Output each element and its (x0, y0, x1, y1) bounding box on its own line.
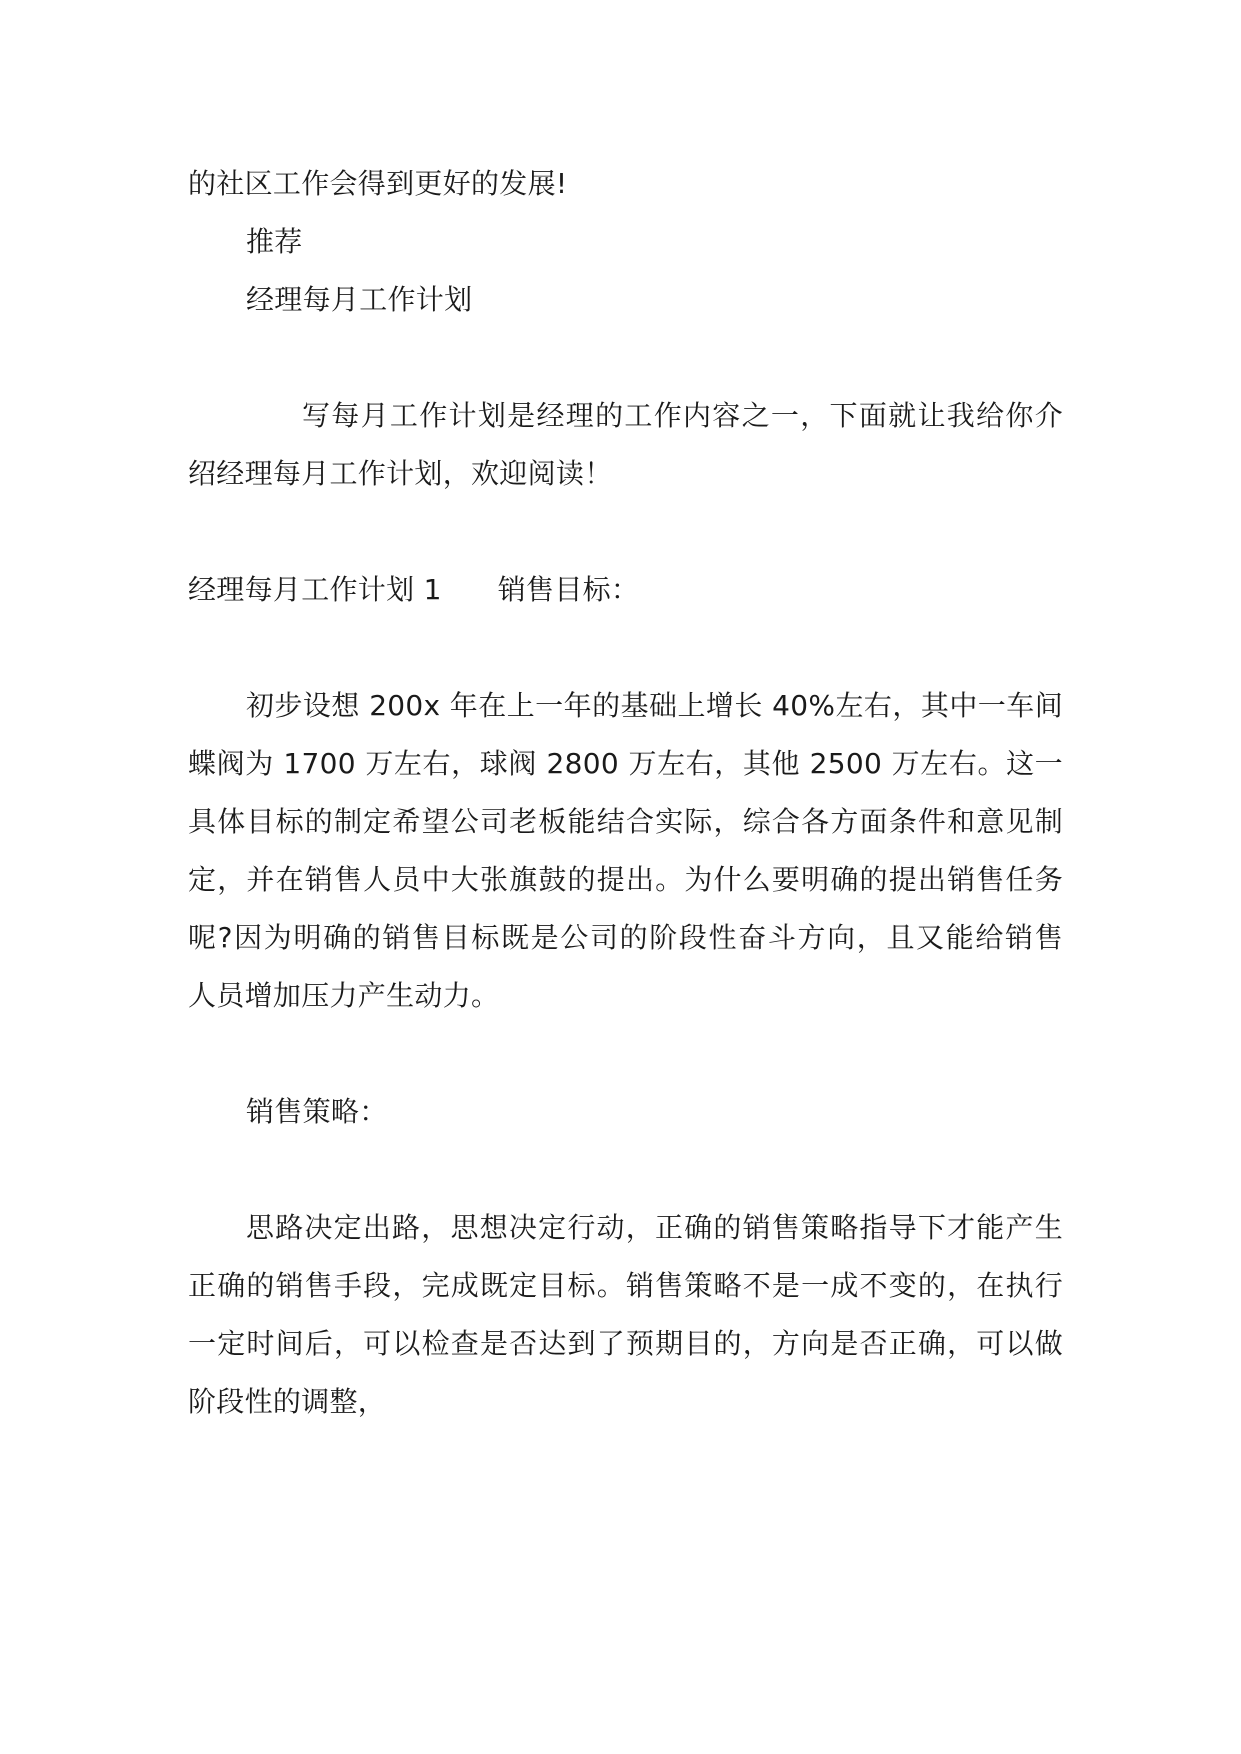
strategy-line-2: 正确的销售手段，完成既定目标。销售策略不是一成不变的，在执行 (188, 1269, 1063, 1302)
article-title: 经理每月工作计划 (246, 283, 473, 316)
recommend-label: 推荐 (246, 225, 303, 258)
sales-target-line-3: 具体目标的制定希望公司老板能结合实际，综合各方面条件和意见制 (188, 805, 1063, 838)
intro-line-2: 绍经理每月工作计划，欢迎阅读！ (188, 457, 613, 490)
intro-line-1: 写每月工作计划是经理的工作内容之一，下面就让我给你介 (302, 399, 1063, 432)
sales-target-line-1: 初步设想 200x 年在上一年的基础上增长 40%左右，其中一车间 (246, 689, 1063, 722)
sales-target-line-4: 定，并在销售人员中大张旗鼓的提出。为什么要明确的提出销售任务 (188, 863, 1063, 896)
strategy-line-4: 阶段性的调整， (188, 1385, 387, 1418)
section-heading: 经理每月工作计划 1 (188, 573, 442, 606)
sales-target-line-6: 人员增加压力产生动力。 (188, 979, 500, 1012)
strategy-line-1: 思路决定出路，思想决定行动，正确的销售策略指导下才能产生 (246, 1211, 1063, 1244)
sales-target-line-5: 呢?因为明确的销售目标既是公司的阶段性奋斗方向，且又能给销售 (188, 921, 1063, 954)
strategy-line-3: 一定时间后，可以检查是否达到了预期目的，方向是否正确，可以做 (188, 1327, 1063, 1360)
strategy-heading: 销售策略： (246, 1095, 388, 1128)
continuation-text: 的社区工作会得到更好的发展! (188, 167, 568, 200)
section-subheading: 销售目标： (497, 573, 640, 606)
section-heading-row (188, 570, 1063, 610)
sales-target-line-2: 蝶阀为 1700 万左右，球阀 2800 万左右，其他 2500 万左右。这一 (188, 747, 1063, 780)
